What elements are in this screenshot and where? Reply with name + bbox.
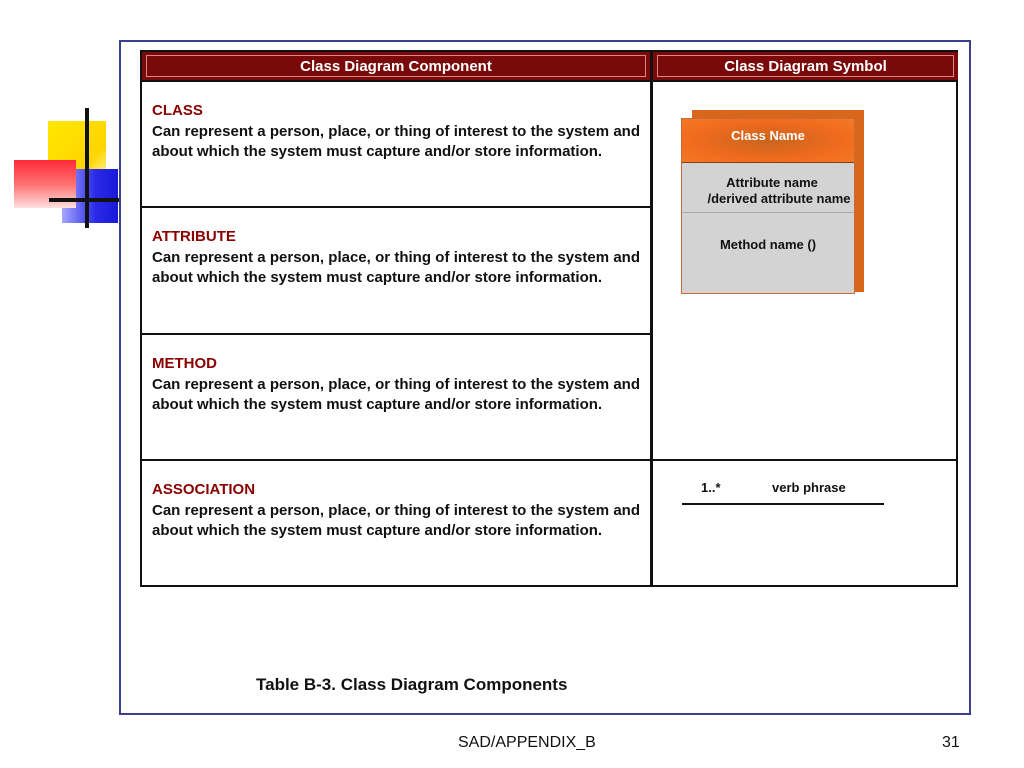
header-component-cell: [142, 52, 650, 80]
row-description: Can represent a person, place, or thing of interest to the system and about which the system must capture and/or store information.: [152, 502, 640, 539]
class-name-compartment: Class Name: [682, 119, 854, 163]
row-title: ASSOCIATION: [152, 481, 256, 498]
association-line: [682, 503, 884, 505]
column-divider: [650, 52, 653, 587]
page-number: 31: [942, 734, 960, 751]
slide-footer: SAD/APPENDIX_B: [458, 734, 596, 751]
class-attribute-compartment: [682, 163, 854, 213]
method-name-label: Method name (): [719, 237, 817, 252]
association-verb-phrase: verb phrase: [772, 480, 846, 495]
class-symbol: [681, 118, 855, 294]
row-description: Can represent a person, place, or thing of interest to the system and about which the system must capture and/or store information.: [152, 376, 640, 413]
table-row-association: [142, 461, 650, 587]
table-caption: Table B-3. Class Diagram Components: [256, 675, 568, 694]
decorative-horizontal-line: [49, 198, 119, 202]
association-multiplicity: 1..*: [701, 480, 721, 495]
header-component-label: Class Diagram Component: [300, 57, 492, 75]
table-row-attribute: [142, 208, 650, 333]
table-row-method: [142, 335, 650, 459]
row-title: ATTRIBUTE: [152, 228, 236, 245]
decorative-vertical-line: [85, 108, 89, 228]
row-description: Can represent a person, place, or thing of interest to the system and about which the system must capture and/or store information.: [152, 123, 640, 160]
row-description: Can represent a person, place, or thing of interest to the system and about which the system must capture and/or store information.: [152, 249, 640, 286]
row-title: METHOD: [152, 355, 217, 372]
header-symbol-cell: [653, 52, 958, 80]
attribute-name-label: Attribute name: [726, 175, 818, 190]
header-symbol-label: Class Diagram Symbol: [724, 57, 887, 75]
derived-attribute-label: /derived attribute name: [707, 191, 851, 206]
row-title: CLASS: [152, 102, 203, 119]
table-row-class: [142, 82, 650, 206]
